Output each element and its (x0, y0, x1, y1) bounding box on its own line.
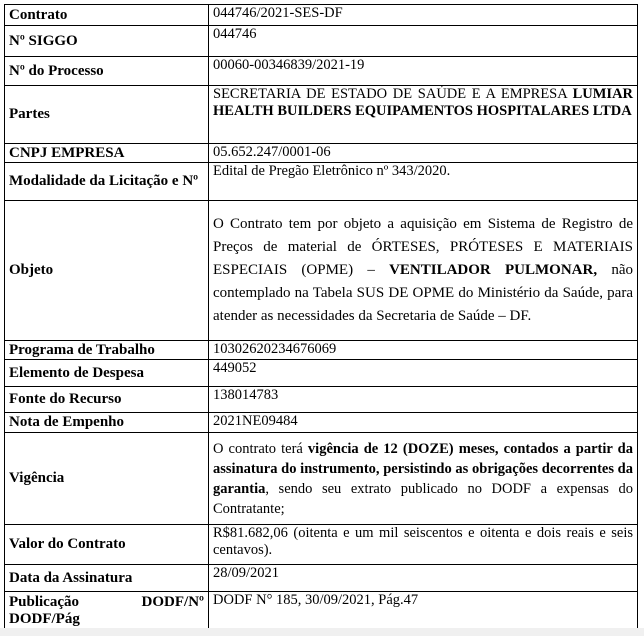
table-row (5, 144, 638, 163)
value-publicacao: DODF N° 185, 30/09/2021, Pág.47 (209, 592, 638, 630)
value-vigencia (209, 433, 638, 525)
label-vigencia: Vigência (5, 433, 209, 525)
label-siggo: Nº SIGGO (5, 26, 209, 57)
label-partes: Partes (5, 86, 209, 144)
partes-plain: SECRETARIA DE ESTADO DE SAÚDE E A EMPRESA (213, 86, 567, 102)
value-empenho: 2021NE09484 (209, 413, 638, 433)
contract-extract-document (4, 4, 638, 630)
table-row (5, 5, 638, 26)
value-modalidade: Edital de Pregão Eletrônico nº 343/2020. (209, 163, 638, 201)
objeto-bold: VENTILADOR PULMONAR, (389, 262, 598, 278)
table-row (5, 565, 638, 592)
publicacao-label-right: DODF/Nº (141, 593, 204, 610)
contract-table (4, 4, 638, 630)
label-assinatura: Data da Assinatura (5, 565, 209, 592)
objeto-part1: O Contrato tem por objeto a aquisição em Sistema de Registro de Preços de material de ÓRTESES, PRÓTESES E MATERIAIS ESPECIAIS (OPME) – (213, 216, 633, 278)
table-row (5, 163, 638, 201)
value-objeto (209, 201, 638, 341)
vigencia-part2: , sendo seu extrato publicado no DODF a expensas do Contratante; (213, 480, 633, 517)
table-row (5, 201, 638, 341)
publicacao-label-line2: DODF/Pág (9, 610, 80, 627)
vigencia-part1: O contrato terá (213, 440, 308, 457)
table-row (5, 86, 638, 144)
value-elemento: 449052 (209, 360, 638, 387)
value-programa: 10302620234676069 (209, 341, 638, 360)
vigencia-bold: vigência de 12 (DOZE) meses, contados a partir da assinatura do instrumento, persistindo as obrigações decorrentes da garantia (213, 440, 633, 497)
value-assinatura: 28/09/2021 (209, 565, 638, 592)
label-contrato: Contrato (5, 5, 209, 26)
label-processo: Nº do Processo (5, 57, 209, 86)
value-cnpj: 05.652.247/0001-06 (209, 144, 638, 163)
table-row (5, 341, 638, 360)
table-row (5, 413, 638, 433)
value-siggo: 044746 (209, 26, 638, 57)
label-empenho: Nota de Empenho (5, 413, 209, 433)
value-fonte: 138014783 (209, 387, 638, 413)
label-valor: Valor do Contrato (5, 525, 209, 565)
label-modalidade: Modalidade da Licitação e Nº (5, 163, 209, 201)
value-processo: 00060-00346839/2021-19 (209, 57, 638, 86)
table-row (5, 387, 638, 413)
table-row (5, 433, 638, 525)
partes-bold: LUMIAR HEALTH BUILDERS EQUIPAMENTOS HOSPITALARES LTDA (213, 86, 634, 119)
label-publicacao (5, 592, 209, 630)
value-valor: R$81.682,06 (oitenta e um mil seiscentos e oitenta e dois reais e seis centavos). (209, 525, 638, 565)
label-fonte: Fonte do Recurso (5, 387, 209, 413)
objeto-part2: não contemplado na Tabela SUS DE OPME do Ministério da Saúde, para atender as necessidades da Secretaria de Saúde – DF. (213, 262, 633, 324)
value-contrato: 044746/2021-SES-DF (209, 5, 638, 26)
label-objeto: Objeto (5, 201, 209, 341)
table-row (5, 360, 638, 387)
publicacao-label-left: Publicação (9, 593, 79, 610)
label-cnpj: CNPJ EMPRESA (5, 144, 209, 163)
label-elemento: Elemento de Despesa (5, 360, 209, 387)
page-bottom-band (0, 628, 644, 636)
value-partes (209, 86, 638, 144)
publicacao-label-line1 (9, 594, 204, 611)
table-row (5, 592, 638, 630)
label-programa: Programa de Trabalho (5, 341, 209, 360)
table-row (5, 525, 638, 565)
table-row (5, 26, 638, 57)
table-row (5, 57, 638, 86)
